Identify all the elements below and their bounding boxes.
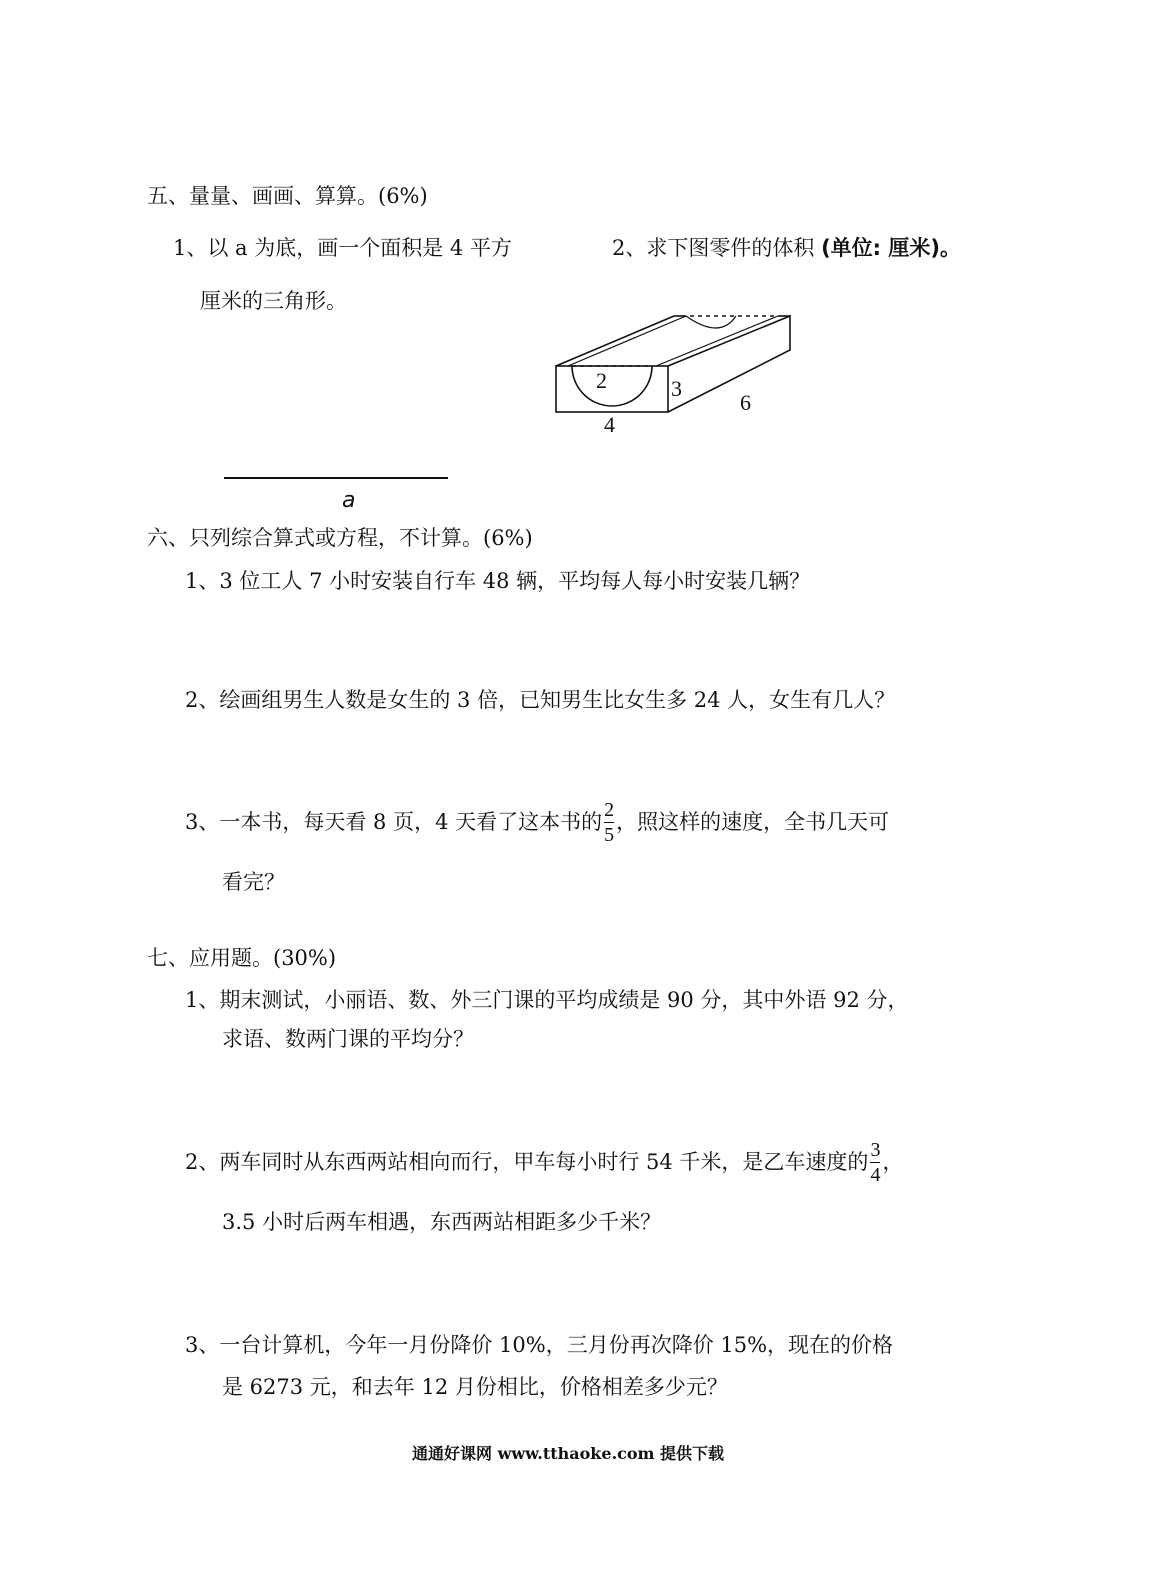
sec7-q1-line2: 求语、数两门课的平均分？: [222, 1027, 474, 1051]
sec6-q3-pre: 3、一本书，每天看 8 页，4 天看了这本书的: [185, 809, 603, 834]
sec5-q2: [612, 238, 961, 259]
sec7-q3-line1: 3、一台计算机，今年一月份降价 10%，三月份再次降价 15%，现在的价格: [185, 1333, 894, 1357]
figure-label-width: 4: [604, 412, 615, 437]
footer-credit: 通通好课网 www.tthaoke.com 提供下载: [412, 1444, 725, 1463]
fraction-bar: [604, 822, 614, 823]
sec5-q1-line1: 1、以 a 为底，画一个面积是 4 平方: [173, 236, 512, 260]
sec7-q2-post: ，: [882, 1149, 904, 1174]
fraction-numerator: 2: [604, 799, 615, 821]
section-5-title: 五、量量、画画、算算。(6%): [147, 184, 428, 208]
sec6-q3-line2: 看完？: [222, 870, 285, 894]
sec5-q2-prefix: 2、求下图零件的体积: [612, 236, 815, 260]
base-segment-a: [224, 477, 448, 479]
sec7-q2-pre: 2、两车同时从东西两站相向而行，甲车每小时行 54 千米，是乙车速度的: [185, 1149, 869, 1174]
sec6-q3-line1: [185, 800, 889, 845]
figure-label-radius: 2: [596, 368, 607, 393]
fraction-numerator: 3: [870, 1139, 881, 1161]
sec7-q2-line1: [185, 1140, 903, 1185]
section-6-title: 六、只列综合算式或方程，不计算。(6%): [147, 526, 533, 550]
base-label-a: a: [342, 488, 356, 513]
sec7-q3-line2: 是 6273 元，和去年 12 月份相比，价格相差多少元？: [222, 1375, 728, 1399]
fraction-denominator: 4: [870, 1164, 881, 1186]
fraction-2-5: [604, 800, 614, 845]
sec7-q2-line2: 3.5 小时后两车相遇，东西两站相距多少千米？: [222, 1210, 662, 1234]
sec6-q3-post: ，照这样的速度，全书几天可: [616, 809, 890, 834]
figure-label-length: 6: [740, 390, 751, 415]
section-7-title: 七、应用题。(30%): [147, 946, 337, 970]
sec6-q1: 1、3 位工人 7 小时安装自行车 48 辆，平均每人每小时安装几辆？: [185, 569, 811, 593]
fraction-bar: [870, 1162, 880, 1163]
fraction-3-4: [870, 1140, 880, 1185]
sec5-q2-unit: (单位: 厘米)。: [821, 236, 961, 260]
sec5-q1-line2: 厘米的三角形。: [200, 289, 347, 313]
fraction-denominator: 5: [604, 824, 615, 846]
sec6-q2: 2、绘画组男生人数是女生的 3 倍，已知男生比女生多 24 人，女生有几人？: [185, 688, 896, 712]
figure-label-height: 3: [671, 376, 682, 401]
sec7-q1-line1: 1、期末测试，小丽语、数、外三门课的平均成绩是 90 分，其中外语 92 分，: [185, 988, 909, 1012]
